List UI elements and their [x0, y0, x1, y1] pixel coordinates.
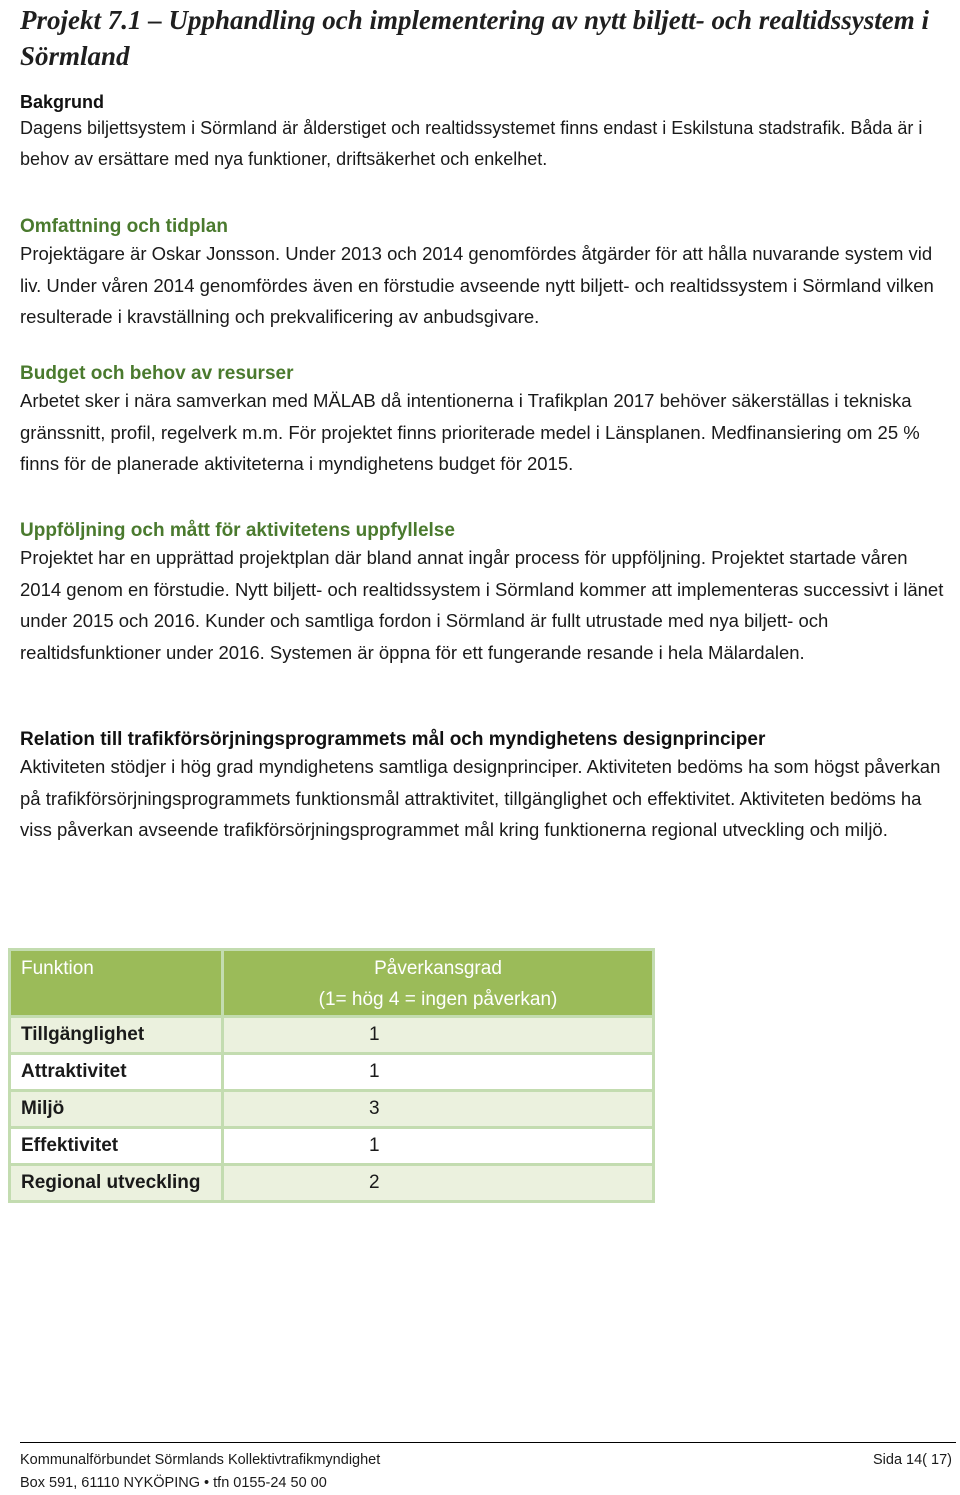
cell-grad: 1 [223, 1017, 654, 1054]
footer-left [20, 1449, 380, 1495]
table-row [10, 1017, 654, 1054]
text-uppfoljning: Projektet har en upprättad projektplan där bland annat ingår process för uppföljning. Projektet startade våren 2014 genom en förstudie. Nytt biljett- och realtidssystem i Sörmland kommer att implementeras successivt i länet under 2015 och 2016. Kunder och samtliga fordon i Sörmland är fullt utrustade med nya biljett- och realtidsfunktioner under 2016. Systemen är öppna för ett fungerande resande i hela Mälardalen. [20, 547, 944, 663]
heading-relation: Relation till trafikförsörjningsprogrammets mål och myndighetens designprinciper [20, 729, 766, 750]
heading-omfattning: Omfattning och tidplan [20, 216, 228, 237]
table-row [10, 1091, 654, 1128]
heading-budget: Budget och behov av resurser [20, 363, 294, 384]
cell-grad: 1 [223, 1128, 654, 1165]
cell-grad: 2 [223, 1165, 654, 1202]
heading-uppfoljning: Uppföljning och mått för aktivitetens uppfyllelse [20, 520, 455, 541]
table-row [10, 1128, 654, 1165]
header-funktion: Funktion [10, 950, 223, 1017]
table-row [10, 1165, 654, 1202]
cell-funktion: Attraktivitet [10, 1054, 223, 1091]
text-relation: Aktiviteten stödjer i hög grad myndighetens samtliga designprinciper. Aktiviteten bedöms ha som högst påverkan på trafikförsörjningsprogrammets funktionsmål attraktivitet, tillgänglighet och effektivitet. Aktiviteten bedöms ha viss påverkan avseende trafikförsörjningsprogrammet mål kring funktionerna regional utveckling och miljö. [20, 756, 941, 840]
cell-funktion: Miljö [10, 1091, 223, 1128]
text-omfattning: Projektägare är Oskar Jonsson. Under 2013 och 2014 genomfördes åtgärder för att hålla nuvarande system vid liv. Under våren 2014 genomfördes även en förstudie avseende nytt biljett- och realtidssystem i Sörmland vilken resulterade i kravställning och prekvalificering av anbudsgivare. [20, 243, 934, 327]
page-title: Projekt 7.1 – Upphandling och implementering av nytt biljett- och realtidssystem i Sörmland [20, 5, 929, 71]
text-bakgrund: Dagens biljettsystem i Sörmland är ålderstiget och realtidssystemet finns endast i Eskilstuna stadstrafik. Båda är i behov av ersättare med nya funktioner, driftsäkerhet och enkelhet. [20, 118, 923, 169]
header-paverkansgrad-line1: Påverkansgrad [374, 958, 502, 979]
cell-funktion: Tillgänglighet [10, 1017, 223, 1054]
section-omfattning [20, 216, 945, 333]
table-header-row [10, 950, 654, 1017]
section-budget [20, 363, 945, 480]
footer-org: Kommunalförbundet Sörmlands Kollektivtrafikmyndighet [20, 1452, 381, 1468]
section-bakgrund [20, 92, 945, 175]
cell-funktion: Regional utveckling [10, 1165, 223, 1202]
cell-grad: 1 [223, 1054, 654, 1091]
footer-divider [20, 1442, 956, 1443]
footer-address: Box 591, 61110 NYKÖPING • tfn 0155-24 50 00 [20, 1475, 327, 1491]
header-paverkansgrad-line2: (1= hög 4 = ingen påverkan) [318, 989, 558, 1010]
text-budget: Arbetet sker i nära samverkan med MÄLAB då intentionerna i Trafikplan 2017 behöver säkerställas i tekniska gränssnitt, profil, regelverk m.m. För projektet finns prioriterade medel i Länsplanen. Medfinansiering om 25 % finns för de planerade aktiviteterna i myndighetens budget för 2015. [20, 390, 920, 474]
cell-funktion: Effektivitet [10, 1128, 223, 1165]
heading-bakgrund: Bakgrund [20, 92, 105, 112]
table-row [10, 1054, 654, 1091]
cell-grad: 3 [223, 1091, 654, 1128]
section-uppfoljning [20, 520, 945, 668]
section-relation [20, 729, 945, 846]
footer-page-number: Sida 14( 17) [873, 1452, 952, 1468]
header-paverkansgrad [223, 950, 654, 1017]
impact-table [8, 948, 655, 1203]
